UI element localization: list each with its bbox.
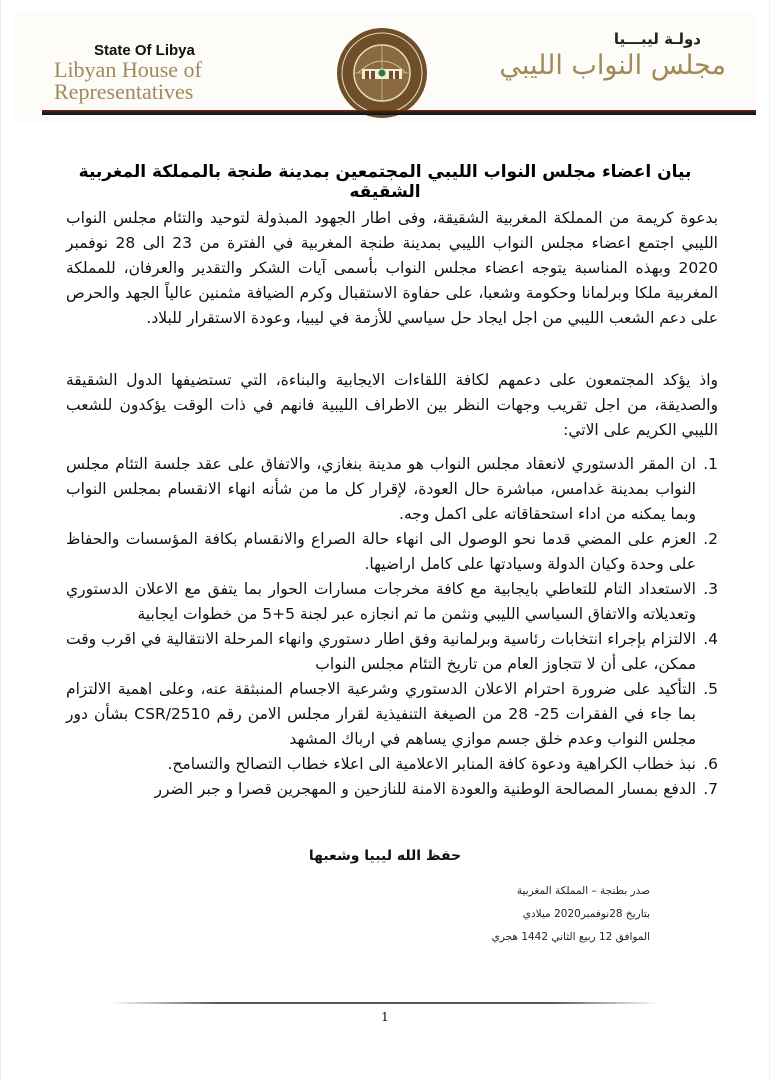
closing-phrase: حفظ الله ليبيا وشعبها	[308, 848, 462, 864]
house-of-representatives-seal-icon	[336, 27, 428, 119]
page-number: 1	[381, 1010, 389, 1024]
item-number: 5.	[703, 680, 718, 698]
list-item	[66, 777, 718, 802]
footer-divider	[110, 1002, 660, 1004]
letterhead-english	[54, 42, 284, 103]
issued-date-hijri: الموافق 12 ربيع الثاني 1442 هجري	[491, 931, 650, 943]
item-number: 6.	[703, 755, 718, 773]
state-of-libya-label: State Of Libya	[94, 42, 195, 59]
issued-place: صدر بطنجة – المملكة المغربية	[516, 885, 650, 897]
item-text: الالتزام بإجراء انتخابات رئاسية وبرلمانية وفق اطار دستوري وانهاء المرحلة الانتقالية في اقرب وقت ممكن، على أن لا تتجاوز العام من تاريخ التئام مجلس النواب	[66, 630, 696, 673]
affirmation-paragraph: واذ يؤكد المجتمعون على دعمهم لكافة اللقاءات الايجابية والبناءة، التي تستضيفها الدول الشقيقة والصديقة، من اجل تقريب وجهات النظر بين الاطراف الليبية فانهم في ذات الوقت يؤكدون للشعب الليبي الكريم على الاتي:	[66, 371, 718, 439]
intro-paragraph: بدعوة كريمة من المملكة المغربية الشقيقة، وفى اطار الجهود المبذولة لتوحيد والتئام مجلس النواب الليبي اجتمع اعضاء مجلس النواب الليبي بمدينة طنجة المغربية في الفترة من 23 الى 28 نوفمبر 2020 وبهذه المناسبة يتوجه اعضاء مجلس النواب بأسمى آيات الشكر والتقدير والعرفان، للمملكة المغربية ملكا وبرلمانا وحكومة وشعبا، على حفاوة الاستقبال وكرم الضيافة مثمنين عالياً الجهد والحرص على دعم الشعب الليبي من اجل ايجاد حل سياسي للأزمة في ليبيا، وعودة الاستقرار للبلاد.	[66, 209, 718, 327]
item-number: 3.	[703, 580, 718, 598]
letterhead	[14, 12, 756, 122]
item-text: نبذ خطاب الكراهية ودعوة كافة المنابر الاعلامية الى اعلاء خطاب التصالح والتسامح.	[167, 755, 696, 773]
list-item	[66, 627, 718, 677]
item-text: العزم على المضي قدما نحو الوصول الى انهاء حالة الصراع والانقسام بكافة المؤسسات والحفاظ على وحدة وكيان الدولة وسيادتها على كامل اراضيها.	[66, 530, 696, 573]
house-name-line1: Libyan House of	[54, 57, 202, 82]
list-item	[66, 527, 718, 577]
house-name-arabic: مجلس النواب الليبي	[499, 50, 726, 81]
state-of-libya-arabic: دولـة ليبـــيا	[613, 30, 701, 48]
list-item	[66, 677, 718, 752]
item-number: 1.	[703, 455, 718, 473]
item-number: 7.	[703, 780, 718, 798]
list-item	[66, 577, 718, 627]
issued-date-gregorian: بتاريخ 28نوفمبر2020 ميلادي	[522, 908, 650, 920]
item-number: 2.	[703, 530, 718, 548]
item-text: الدفع بمسار المصالحة الوطنية والعودة الامنة للنازحين و المهجرين قصرا و جبر الضرر	[154, 780, 696, 798]
issuance-block	[492, 880, 650, 949]
list-item	[66, 452, 718, 527]
item-text: الاستعداد التام للتعاطي بايجابية مع كافة مخرجات مسارات الحوار بما يتفق مع الاعلان الدستوري وتعديلاته والاتفاق السياسي الليبي ونثمن ما تم انجازه عبر لجنة 5+5 من خطوات ايجابية	[66, 580, 696, 623]
item-text: ان المقر الدستوري لانعقاد مجلس النواب هو مدينة بنغازي، والاتفاق على عقد جلسة التئام مجلس النواب بمدينة غدامس، مباشرة حال العودة، لإقرار كل ما من شأنه انهاء الانقسام بمجلس النواب وبما يمكنه من اداء استحقاقاته على اكمل وجه.	[66, 455, 696, 523]
item-number: 4.	[703, 630, 718, 648]
resolutions-list	[66, 452, 718, 802]
statement-title: بيان اعضاء مجلس النواب الليبي المجتمعين بمدينة طنجة بالمملكة المغربية الشقيقه	[78, 162, 692, 202]
item-text: التأكيد على ضرورة احترام الاعلان الدستوري وشرعية الاجسام المنبثقة عنه، وعلى اهمية الالتزام بما جاء في الفقرات 25- 28 من الصيغة التنفيذية لقرار مجلس الامن رقم CSR/2510 بشأن دور مجلس النواب وعدم خلق جسم موازي يساهم في ارباك المشهد	[66, 680, 696, 748]
house-name-line2: Representatives	[54, 79, 194, 104]
letterhead-divider	[42, 110, 756, 115]
letterhead-arabic	[486, 30, 726, 81]
list-item	[66, 752, 718, 777]
